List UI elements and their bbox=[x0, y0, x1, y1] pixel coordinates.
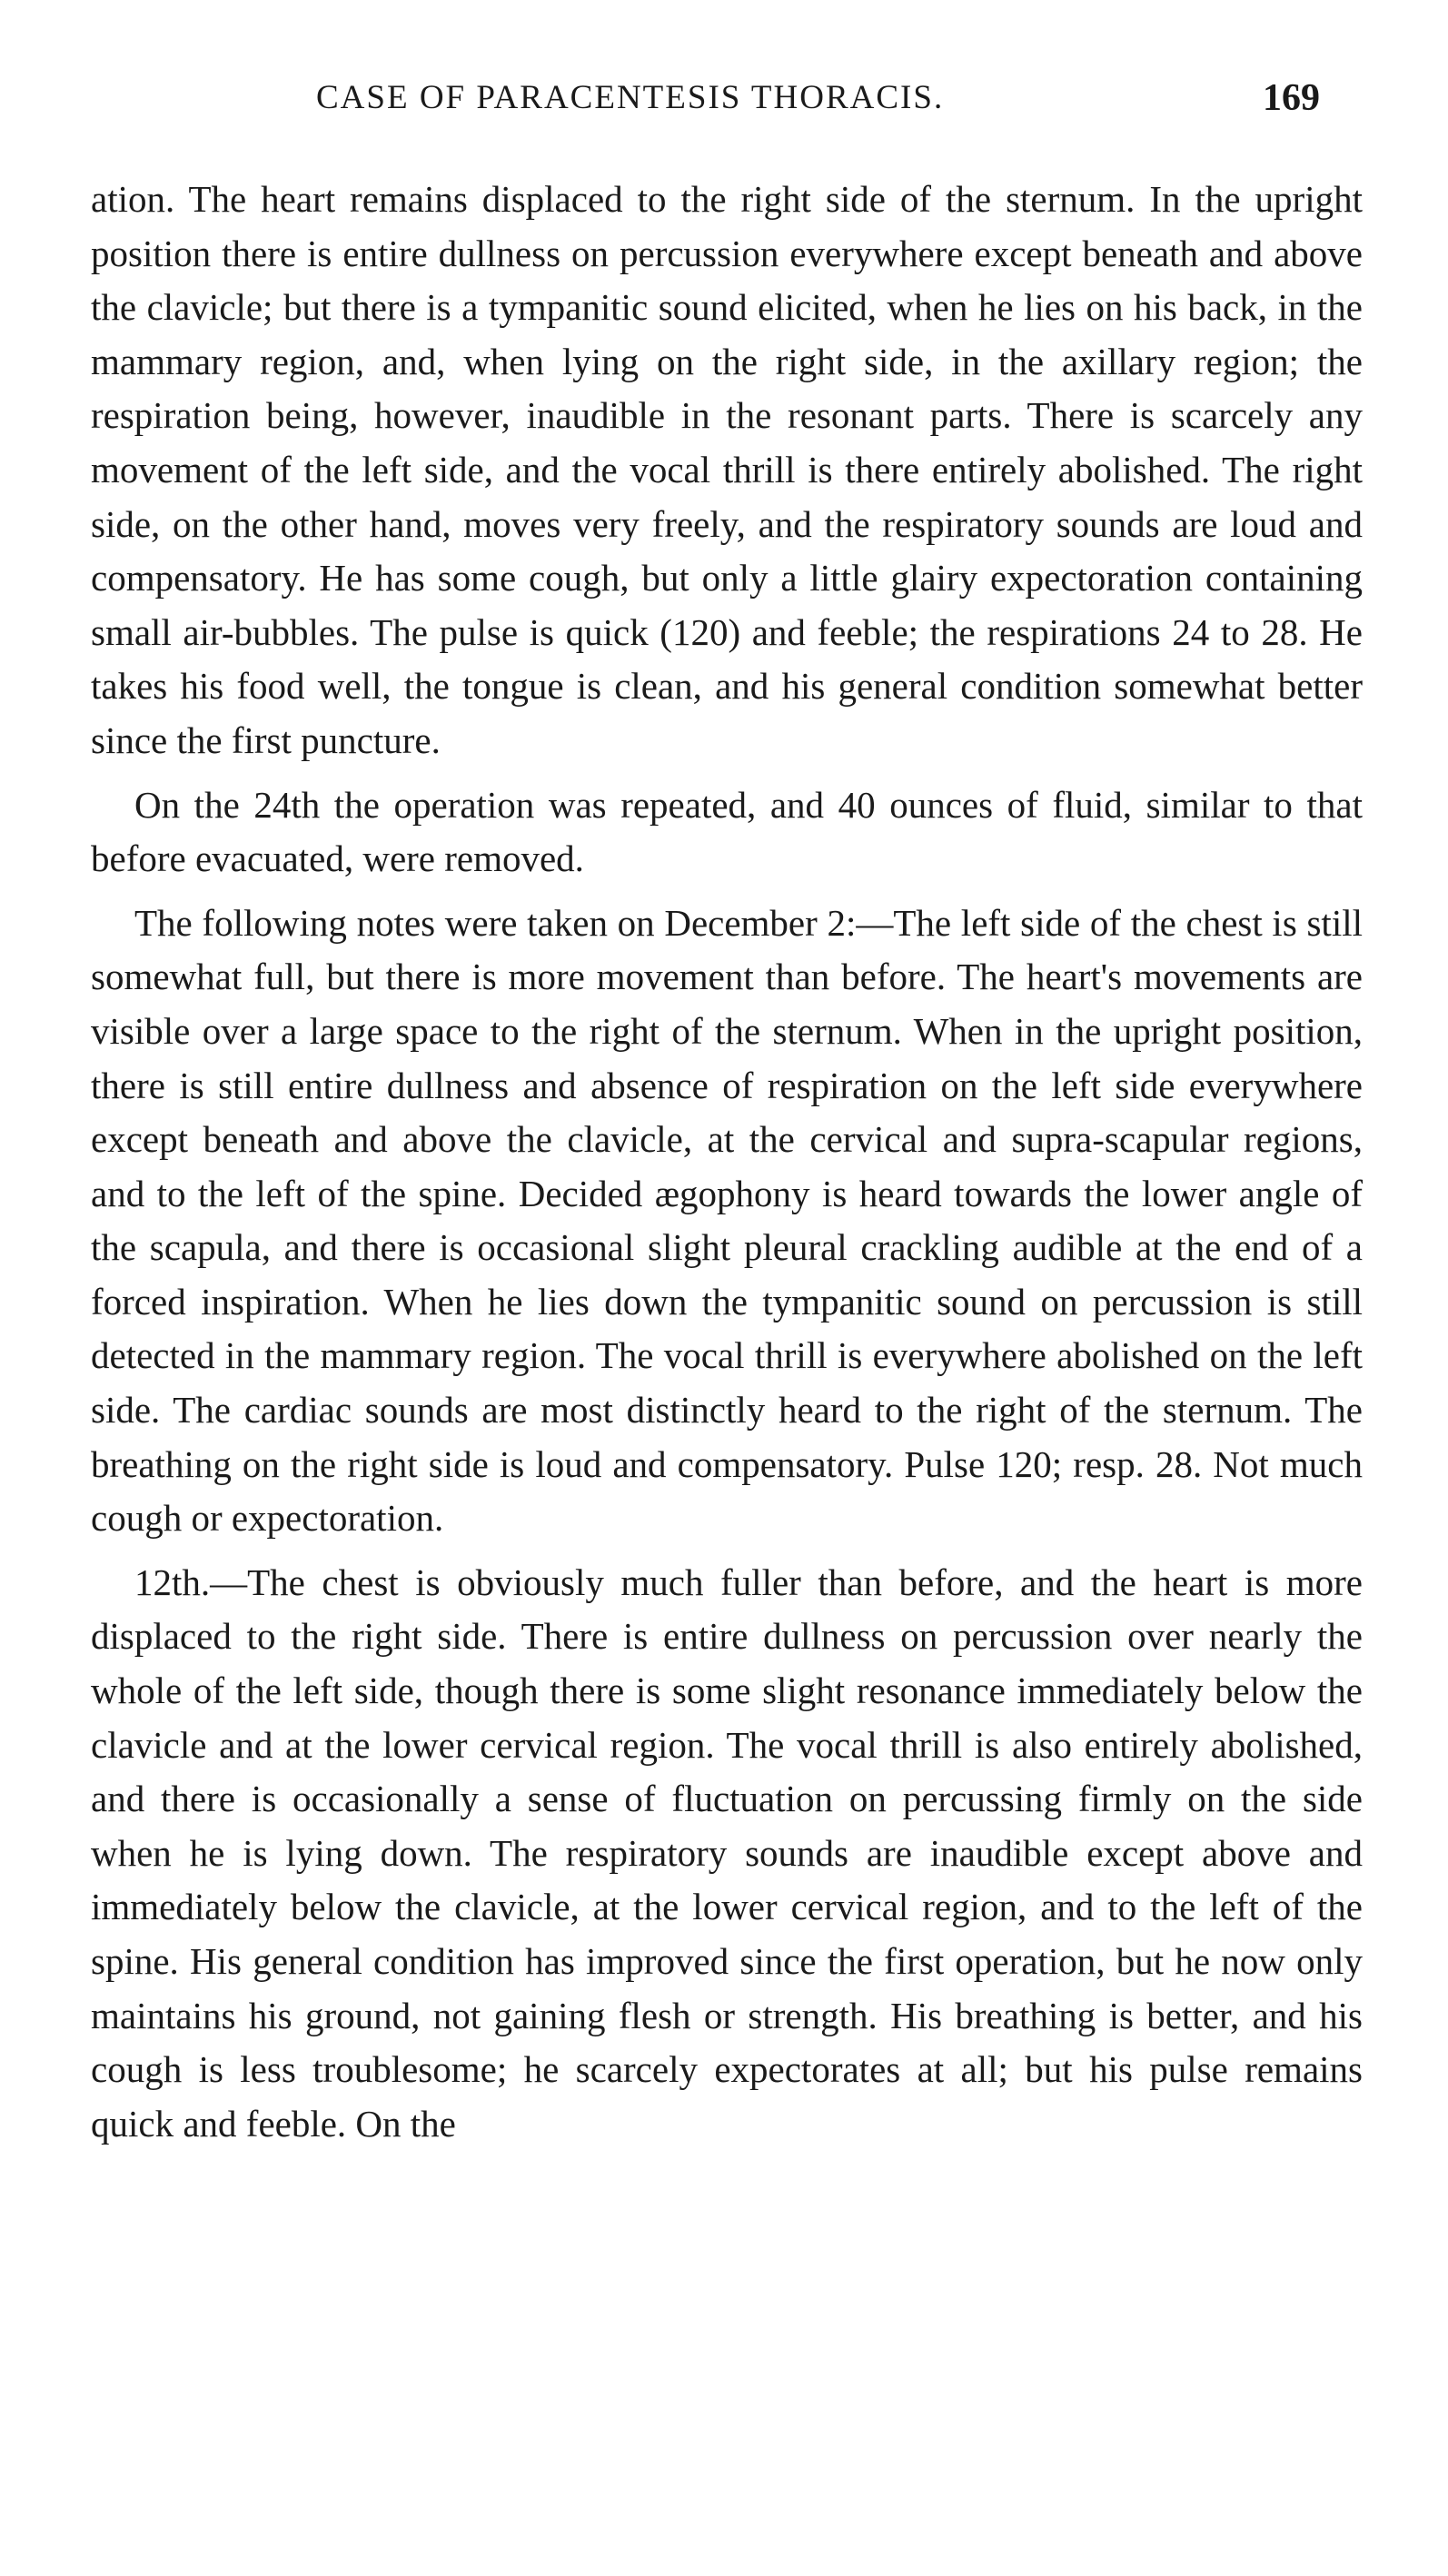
paragraph-second-operation: On the 24th the operation was repeated, and 40 ounces of fluid, similar to that before evacuated, were removed. bbox=[91, 783, 1363, 880]
paragraph-12th-notes: 12th.—The chest is obviously much fuller than before, and the heart is more displaced to the right side. There is entire dullness on percussion over nearly the whole of the left side, though there is some slight resonance immediately below the clavicle and at the lower cervical region. The vocal thrill is also entirely abolished, and there is occasionally a sense of fluctuation on percussing firmly on the side when he is lying down. The respiratory sounds are inaudible except above and immediately below the clavicle, at the lower cervical region, and to the left of the spine. His general condition has improved since the first operation, but he now only maintains his ground, not gaining flesh or strength. His breathing is better, and his cough is less troublesome; he scarcely expectorates at all; but his pulse remains quick and feeble. On the bbox=[91, 1560, 1363, 2145]
running-head: CASE OF PARACENTESIS THORACIS. bbox=[316, 79, 945, 116]
page-header bbox=[91, 71, 1363, 125]
page-number: 169 bbox=[1263, 77, 1320, 119]
paragraph-december-2-notes: The following notes were taken on December 2:—The left side of the chest is still somewhat full, but there is more movement than before. The heart's movements are visible over a large space to the right of the sternum. When in the upright position, there is still entire dullness and absence of respiration on the left side everywhere except beneath and above the clavicle, at the cervical and supra-scapular regions, and to the left of the spine. Decided ægophony is heard towards the lower angle of the scapula, and there is occasional slight pleural crackling audible at the end of a forced inspiration. When he lies down the tympanitic sound on percussion is still detected in the mammary region. The vocal thrill is everywhere abolished on the left side. The cardiac sounds are most distinctly heard to the right of the sternum. The breathing on the right side is loud and compensatory. Pulse 120; resp. 28. Not much cough or expectoration. bbox=[91, 901, 1363, 1540]
paragraph-continued: ation. The heart remains displaced to the right side of the sternum. In the upright position there is entire dullness on percussion everywhere except beneath and above the clavicle; but there is a tympanitic sound elicited, when he lies on his back, in the mammary region, and, when lying on the right side, in the axillary region; the respiration being, however, inaudible in the resonant parts. There is scarcely any movement of the left side, and the vocal thrill is there entirely abolished. The right side, on the other hand, moves very freely, and the respiratory sounds are loud and compensatory. He has some cough, but only a little glairy expectoration containing small air-bubbles. The pulse is quick (120) and feeble; the respirations 24 to 28. He takes his food well, the tongue is clean, and his general condition somewhat better since the first puncture. bbox=[91, 178, 1363, 761]
page-body bbox=[91, 173, 1363, 2161]
